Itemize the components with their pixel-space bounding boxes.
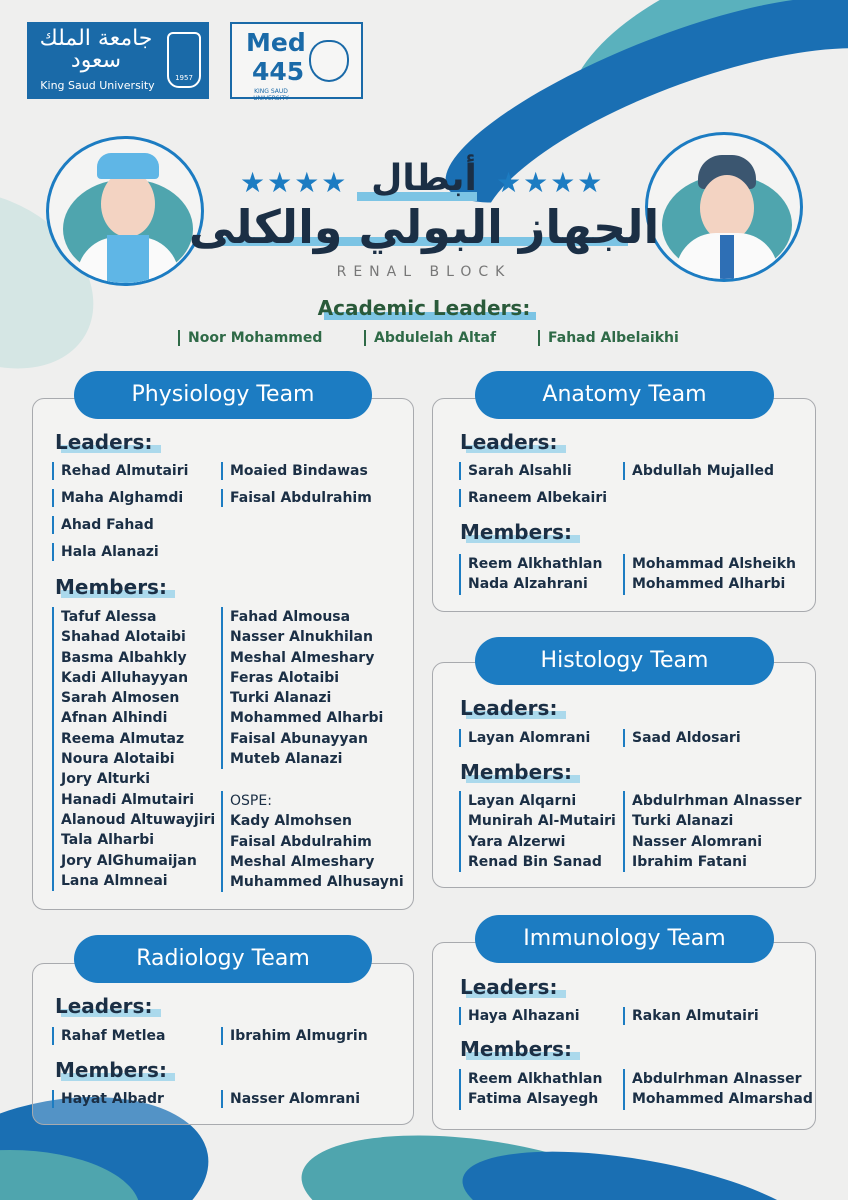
leaders-label: Leaders: bbox=[460, 975, 558, 999]
academic-name-text: Fahad Albelaikhi bbox=[548, 330, 679, 346]
ksu-arabic-name: جامعة الملك سعود bbox=[39, 26, 153, 73]
title-line2: الجهاز البولي والكلى bbox=[188, 200, 660, 254]
med-logo-sub: KING SAUD UNIVERSITY bbox=[253, 88, 289, 102]
list-item: Kadi Alluhayyan bbox=[61, 669, 189, 686]
list-item: Rakan Almutairi bbox=[623, 1006, 759, 1026]
list-item: Meshal Almeshary bbox=[230, 853, 375, 870]
leaders-label: Leaders: bbox=[460, 696, 558, 720]
leaders-label: Leaders: bbox=[55, 430, 153, 454]
list-item: Alanoud Altuwayjiri bbox=[61, 811, 216, 828]
histology-title: Histology Team bbox=[475, 637, 774, 685]
separator bbox=[538, 330, 540, 346]
list-item: Renad Bin Sanad bbox=[468, 853, 602, 870]
physiology-members-right bbox=[221, 607, 383, 769]
histology-members-right bbox=[623, 791, 802, 872]
list-item: Hayat Albadr bbox=[52, 1089, 164, 1109]
academic-heading: Academic Leaders: bbox=[317, 296, 531, 320]
anatomy-leaders-heading bbox=[460, 430, 557, 454]
immunology-title: Immunology Team bbox=[475, 915, 774, 963]
separator bbox=[178, 330, 180, 346]
members-label: Members: bbox=[460, 1037, 572, 1061]
anatomy-title: Anatomy Team bbox=[475, 371, 774, 419]
radiology-members-right bbox=[221, 1089, 360, 1116]
list-item: Fahad Almousa bbox=[230, 609, 351, 625]
histology-leaders-right bbox=[623, 728, 741, 755]
physiology-members-left bbox=[52, 607, 215, 891]
list-item: Rehad Almutairi bbox=[52, 461, 188, 481]
list-item: Mohammed Almarshad bbox=[632, 1091, 813, 1108]
list-item: Abdullah Mujalled bbox=[623, 461, 774, 481]
members-label: Members: bbox=[460, 760, 572, 784]
med-logo-line1: Med bbox=[246, 28, 306, 57]
anatomy-members-left bbox=[459, 554, 602, 595]
list-item: Muteb Alanazi bbox=[230, 751, 343, 768]
histology-leaders-heading bbox=[460, 696, 557, 720]
list-item: Ibrahim Fatani bbox=[632, 853, 747, 870]
leaders-label: Leaders: bbox=[55, 994, 153, 1018]
subtitle: RENAL BLOCK bbox=[336, 264, 512, 280]
list-item: Meshal Almeshary bbox=[230, 649, 375, 666]
list-item: Hala Alanazi bbox=[52, 542, 188, 562]
list-item: Lana Almneai bbox=[61, 872, 168, 889]
list-item: Moaied Bindawas bbox=[221, 461, 372, 481]
histology-members-heading bbox=[460, 760, 572, 784]
list-item: Turki Alanazi bbox=[230, 690, 332, 707]
immunology-leaders-left bbox=[459, 1006, 580, 1033]
list-item: Munirah Al-Mutairi bbox=[468, 813, 616, 830]
list-item: Tafuf Alessa bbox=[61, 609, 157, 625]
list-item: Hanadi Almutairi bbox=[61, 791, 195, 808]
list-item: Tala Alharbi bbox=[61, 832, 155, 849]
list-item: Reem Alkhathlan bbox=[468, 556, 603, 572]
anatomy-members-right bbox=[623, 554, 796, 595]
members-label: Members: bbox=[460, 520, 572, 544]
immunology-members-left bbox=[459, 1069, 602, 1110]
list-item: Mohammed Alharbi bbox=[632, 576, 786, 593]
wave-bottom-center-blue bbox=[454, 1130, 826, 1200]
list-item: Shahad Alotaibi bbox=[61, 629, 186, 646]
list-item: Abdulrhman Alnasser bbox=[632, 793, 802, 809]
immunology-leaders-right bbox=[623, 1006, 759, 1033]
anatomy-leaders-left bbox=[459, 461, 607, 515]
ksu-english-name: King Saud University bbox=[40, 79, 155, 92]
list-item: Noura Alotaibi bbox=[61, 751, 175, 768]
list-item: Ahad Fahad bbox=[52, 515, 188, 535]
immunology-members-right bbox=[623, 1069, 813, 1110]
list-item: Muhammed Alhusayni bbox=[230, 874, 404, 891]
academic-name-1 bbox=[178, 330, 322, 346]
physiology-title: Physiology Team bbox=[74, 371, 372, 419]
list-item: Turki Alanazi bbox=[632, 813, 734, 830]
members-label: Members: bbox=[55, 575, 167, 599]
list-item: Rahaf Metlea bbox=[52, 1026, 165, 1046]
list-item: Fatima Alsayegh bbox=[468, 1091, 599, 1108]
list-item: Reema Almutaz bbox=[61, 730, 185, 747]
list-item: Haya Alhazani bbox=[459, 1006, 580, 1026]
list-item: Nada Alzahrani bbox=[468, 576, 588, 593]
list-item: Maha Alghamdi bbox=[52, 488, 188, 508]
list-item: Sarah Almosen bbox=[61, 690, 180, 707]
med-logo-line2: 445 bbox=[252, 57, 305, 86]
ksu-year: 1957 bbox=[175, 74, 193, 82]
stars-left: ★★★★ bbox=[240, 166, 349, 199]
list-item: Faisal Abunayyan bbox=[230, 730, 368, 747]
list-item: Layan Alqarni bbox=[468, 793, 577, 809]
list-item: Nasser Alomrani bbox=[221, 1089, 360, 1109]
list-item: Mohammad Alsheikh bbox=[632, 556, 796, 572]
academic-name-2 bbox=[364, 330, 496, 346]
list-item: Sarah Alsahli bbox=[459, 461, 607, 481]
academic-name-3 bbox=[538, 330, 679, 346]
list-item: Layan Alomrani bbox=[459, 728, 590, 748]
physiology-ospe bbox=[221, 791, 404, 892]
stars-right: ★★★★ bbox=[496, 166, 605, 199]
list-item: Ibrahim Almugrin bbox=[221, 1026, 368, 1046]
list-item: Mohammed Alharbi bbox=[230, 710, 384, 727]
immunology-leaders-heading bbox=[460, 975, 557, 999]
list-item: Faisal Abdulrahim bbox=[230, 833, 372, 850]
list-item: Basma Albahkly bbox=[61, 649, 187, 666]
list-item: Nasser Alnukhilan bbox=[230, 629, 373, 646]
members-label: Members: bbox=[55, 1058, 167, 1082]
physiology-leaders-right bbox=[221, 461, 372, 515]
radiology-leaders-heading bbox=[55, 994, 152, 1018]
ksu-seal-icon bbox=[167, 32, 201, 88]
radiology-members-heading bbox=[55, 1058, 167, 1082]
list-item: Feras Alotaibi bbox=[230, 669, 340, 686]
physiology-leaders-heading bbox=[55, 430, 152, 454]
separator bbox=[364, 330, 366, 346]
anatomy-members-heading bbox=[460, 520, 572, 544]
list-item: Saad Aldosari bbox=[623, 728, 741, 748]
list-item: Jory Alturki bbox=[61, 771, 151, 788]
histology-leaders-left bbox=[459, 728, 590, 755]
physiology-leaders-left bbox=[52, 461, 188, 569]
academic-name-text: Abdulelah Altaf bbox=[374, 330, 497, 346]
list-item: Kady Almohsen bbox=[230, 813, 352, 830]
list-item: Abdulrhman Alnasser bbox=[632, 1071, 802, 1087]
list-item: Raneem Albekairi bbox=[459, 488, 607, 508]
anatomy-leaders-right bbox=[623, 461, 774, 488]
leaders-label: Leaders: bbox=[460, 430, 558, 454]
list-item: Yara Alzerwi bbox=[468, 833, 566, 850]
physiology-members-heading bbox=[55, 575, 167, 599]
radiology-leaders-right bbox=[221, 1026, 368, 1053]
radiology-leaders-left bbox=[52, 1026, 165, 1053]
ksu-logo bbox=[27, 22, 209, 99]
med445-logo bbox=[230, 22, 363, 102]
list-item: Reem Alkhathlan bbox=[468, 1071, 603, 1087]
radiology-members-left bbox=[52, 1089, 164, 1116]
list-item: Afnan Alhindi bbox=[61, 710, 168, 727]
academic-name-text: Noor Mohammed bbox=[188, 330, 323, 346]
list-item: Nasser Alomrani bbox=[632, 833, 763, 850]
list-item: Jory AlGhumaijan bbox=[61, 852, 197, 869]
ospe-label: OSPE: bbox=[230, 793, 272, 809]
radiology-title: Radiology Team bbox=[74, 935, 372, 983]
heart-icon bbox=[309, 40, 349, 82]
histology-members-left bbox=[459, 791, 616, 872]
immunology-members-heading bbox=[460, 1037, 572, 1061]
title-line1: أبطال bbox=[371, 158, 477, 199]
list-item: Faisal Abdulrahim bbox=[221, 488, 372, 508]
